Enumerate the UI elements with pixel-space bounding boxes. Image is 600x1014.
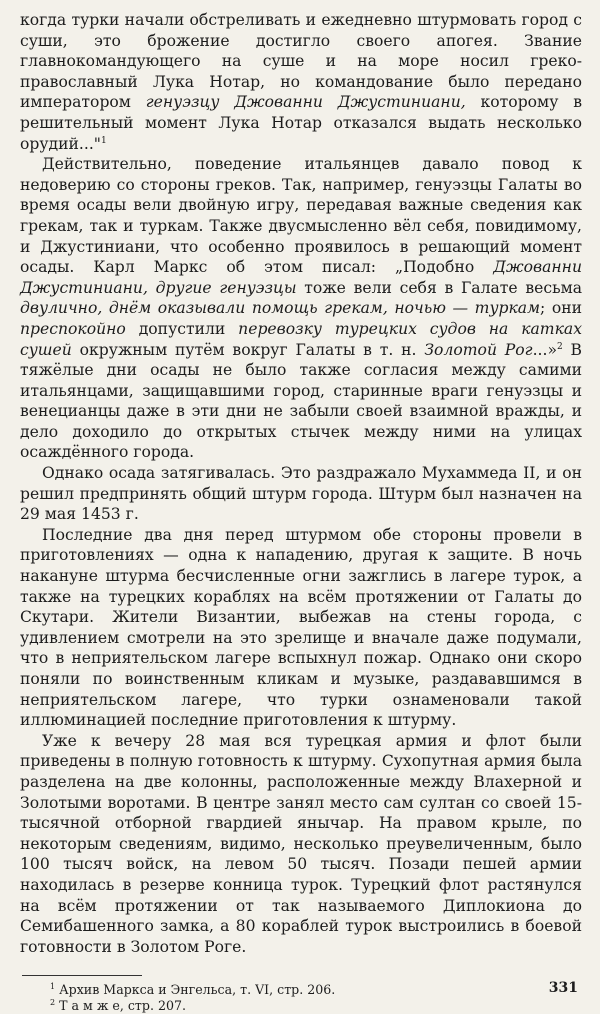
paragraph-2 xyxy=(20,154,582,463)
text-run: Действительно, поведение итальянцев давало повод к недоверию со стороны греков. Так, например, генуэзцы Галаты во время осады вели двойную игру, передавая важные сведения как грекам, так и туркам. Также двусмысленно вёл себя, повидимому, и Джустиниани, что особенно проявилось в решающий момент осады. Карл Маркс об этом писал: „Подобно xyxy=(20,155,582,277)
text-run: В тяжёлые дни осады не было также согласия между самими итальянцами, защищавшими город, старинные враги генуэзцы и венецианцы даже в эти дни не забыли своей взаимной вражды, и дело доходило до открытых стычек между ними на улицах осаждённого города. xyxy=(20,340,583,462)
text-run: ...» xyxy=(532,340,557,359)
paragraph-5 xyxy=(20,731,582,958)
footnote-divider xyxy=(22,975,142,976)
italic-text: двулично, днём оказывали помощь грекам, ночью — туркам xyxy=(20,299,541,318)
footnote-ref: 2 xyxy=(557,341,563,352)
text-run: допустили xyxy=(125,319,239,338)
footnote-mark: 2 xyxy=(50,998,56,1008)
page-number: 331 xyxy=(548,980,578,996)
text-run: окружным путём вокруг Галаты в т. н. xyxy=(71,340,425,359)
main-text xyxy=(20,10,582,957)
footnote-2 xyxy=(20,998,582,1014)
text-run: Последние два дня перед штурмом обе стороны провели в приготовлениях — одна к нападению, другая к защите. В ночь накануне штурма бесчисленные огни зажглись в лагере турок, а также на турецких кораблях на всём протяжении от Галаты до Скутари. Жители Византии, выбежав на стены города, с удивлением смотрели на это зрелище и вначале даже подумали, что в неприятельском лагере вспыхнул пожар. Однако они скоро поняли по воинственным кликам и музыке, раздававшимся в неприятельском лагере, что турки ознаменовали такой иллюминацией последние приготовления к штурму. xyxy=(20,525,582,730)
text-run: Однако осада затягивалась. Это раздражало Мухаммеда II, и он решил предпринять общий штурм города. Штурм был назначен на 29 мая 1453 г. xyxy=(20,464,582,524)
text-run: тоже вели себя в Галате весьма xyxy=(296,278,582,297)
italic-text: генуэзцу Джованни Джустиниани, xyxy=(145,93,466,112)
text-run: которому в решительный момент Лука Нотар отказался выдать несколько орудий..." xyxy=(20,93,582,153)
italic-text: Золотой Рог xyxy=(424,340,533,359)
text-run: ; они xyxy=(540,299,583,318)
text-run: Уже к вечеру 28 мая вся турецкая армия и флот были приведены в полную готовность к штурму. Сухопутная армия была разделена на две колонны, расположенные между Влахерной и Золотыми воротами. В центре занял место сам султан со своей 15-тысячной отборной гвардией янычар. На правом крыле, по некоторым сведениям, видимо, несколько преувеличенным, было 100 тысяч войск, на левом 50 тысяч. Позади пешей армии находилась в резерве конница турок. Турецкий флот растянулся на всём протяжении от так называемого Диплокиона до Семибашенного замка, а 80 кораблей турок выстроились в боевой готовности в Золотом Роге. xyxy=(20,731,582,956)
footnote-1 xyxy=(20,982,582,998)
footnote-ref: 1 xyxy=(100,135,107,146)
footnote-mark: 1 xyxy=(50,982,56,992)
paragraph-1 xyxy=(20,10,582,154)
paragraph-3 xyxy=(20,463,582,525)
paragraph-4 xyxy=(20,525,582,731)
footnotes xyxy=(20,982,582,1014)
italic-text: перевозку турецких судов на катках сушей xyxy=(20,319,582,359)
italic-text: преспокойно xyxy=(20,319,126,338)
italic-text: Джованни Джустиниани, другие генуэзцы xyxy=(20,258,582,297)
text-run: когда турки начали обстреливать и ежедневно штурмовать город с суши, это брожение достигло своего апогея. Звание главнокомандующего на суше и на море носил греко-православный Лука Нотар, но командование было передано императором xyxy=(20,11,582,112)
footnote-text: Архив Маркса и Энгельса, т. VI, стр. 206. xyxy=(59,982,336,998)
footnote-text: Т а м ж е, стр. 207. xyxy=(59,998,187,1014)
